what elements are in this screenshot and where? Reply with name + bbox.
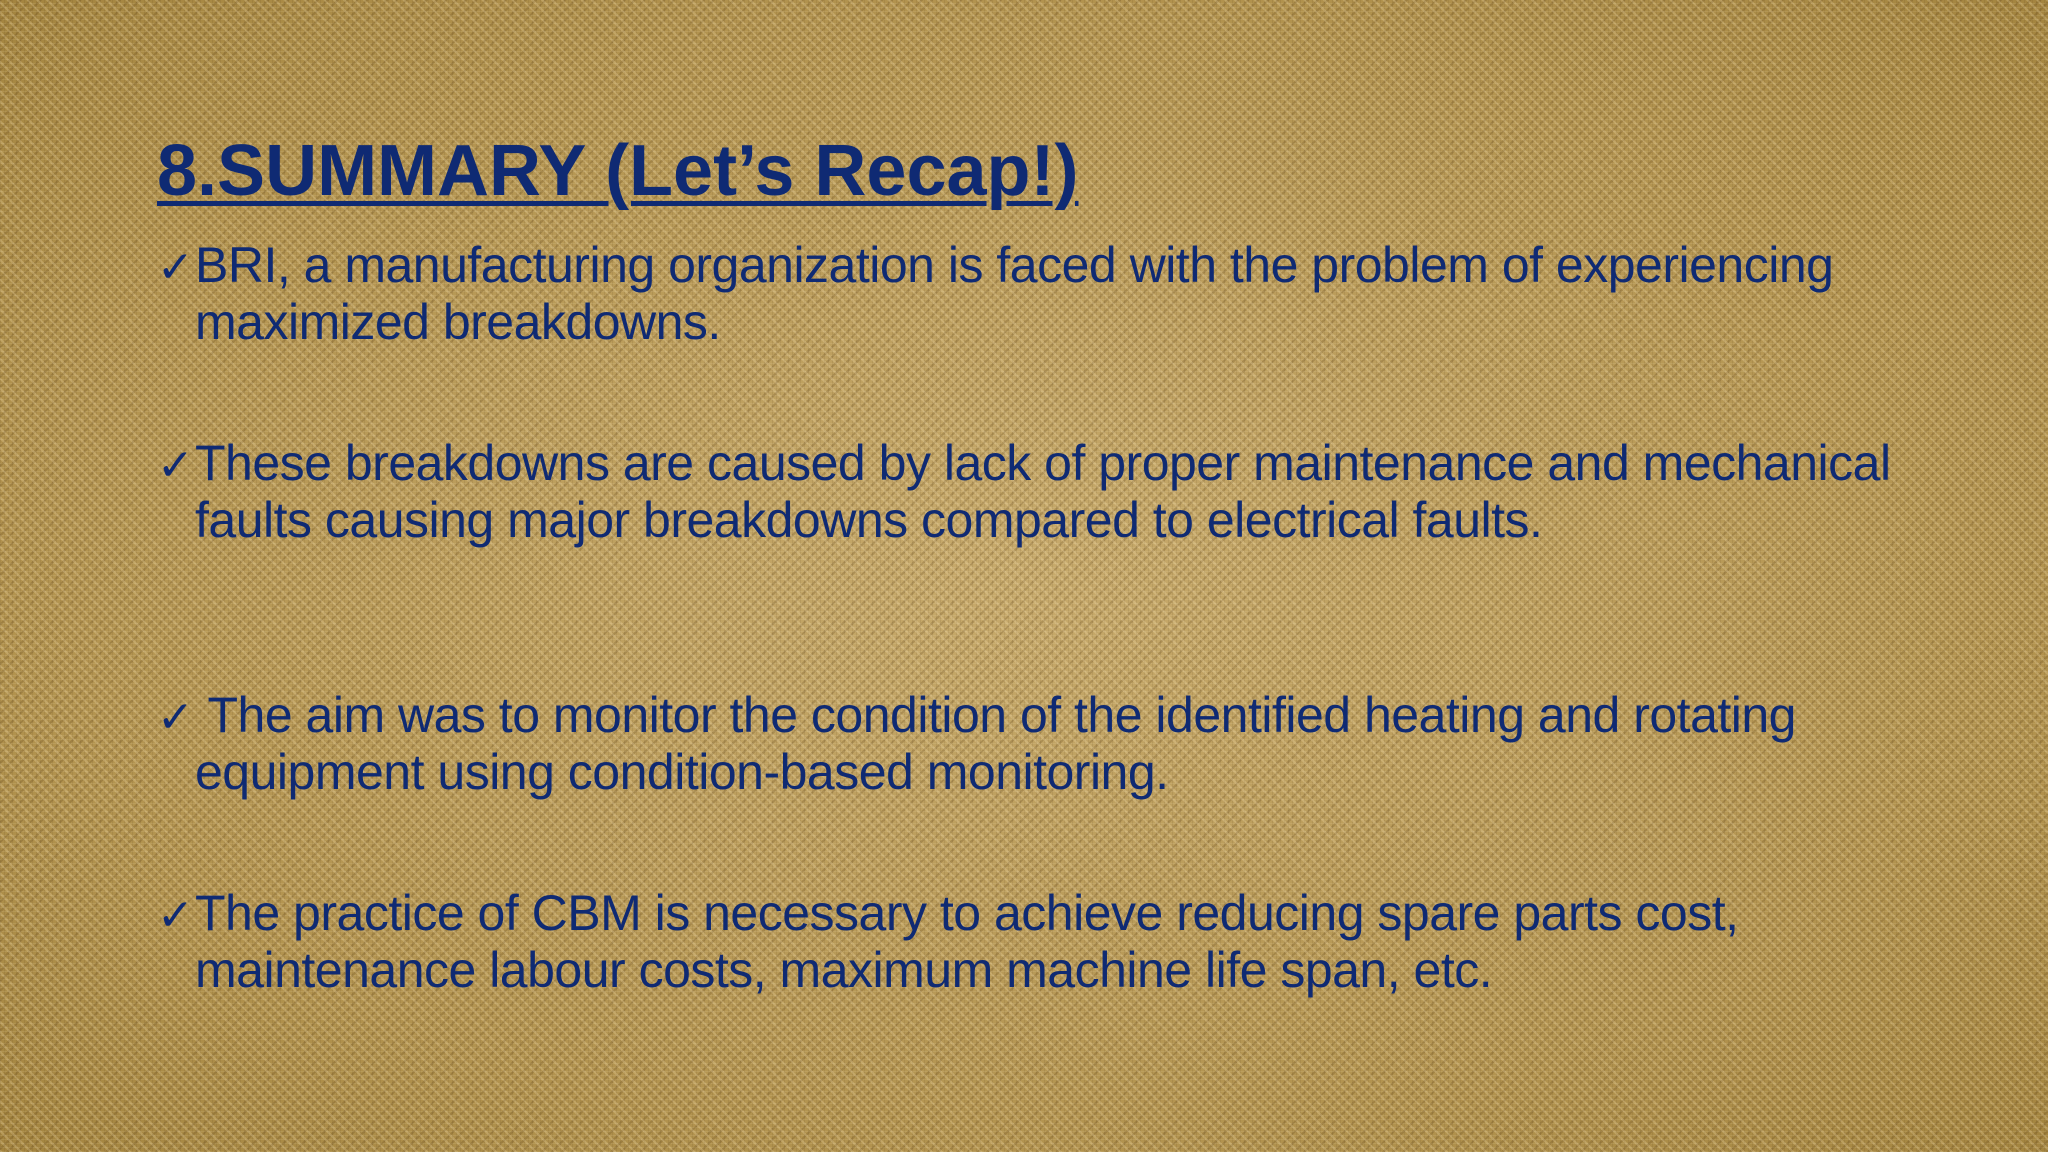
check-icon: ✓ [157, 692, 194, 743]
bullet-item-cbm-practice [157, 886, 1897, 1006]
bullet-list [157, 238, 1897, 1006]
bullet-text: BRI, a manufacturing organization is faced with the problem of experiencing maximized breakdowns. [195, 237, 1834, 350]
bullet-item-breakdown-causes [157, 436, 1897, 688]
check-icon: ✓ [157, 890, 194, 941]
bullet-text: The aim was to monitor the condition of the identified heating and rotating equipment using condition-based monitoring. [195, 687, 1796, 800]
slide-title: 8.SUMMARY (Let’s Recap!) [157, 131, 1079, 211]
bullet-item-aim [157, 688, 1897, 886]
bullet-item-breakdowns-problem [157, 238, 1897, 436]
check-icon: ✓ [157, 242, 194, 293]
bullet-text: These breakdowns are caused by lack of proper maintenance and mechanical faults causing major breakdowns compared to electrical faults. [195, 435, 1891, 548]
bullet-text: The practice of CBM is necessary to achieve reducing spare parts cost, maintenance labour costs, maximum machine life span, etc. [195, 885, 1739, 998]
check-icon: ✓ [157, 440, 194, 491]
